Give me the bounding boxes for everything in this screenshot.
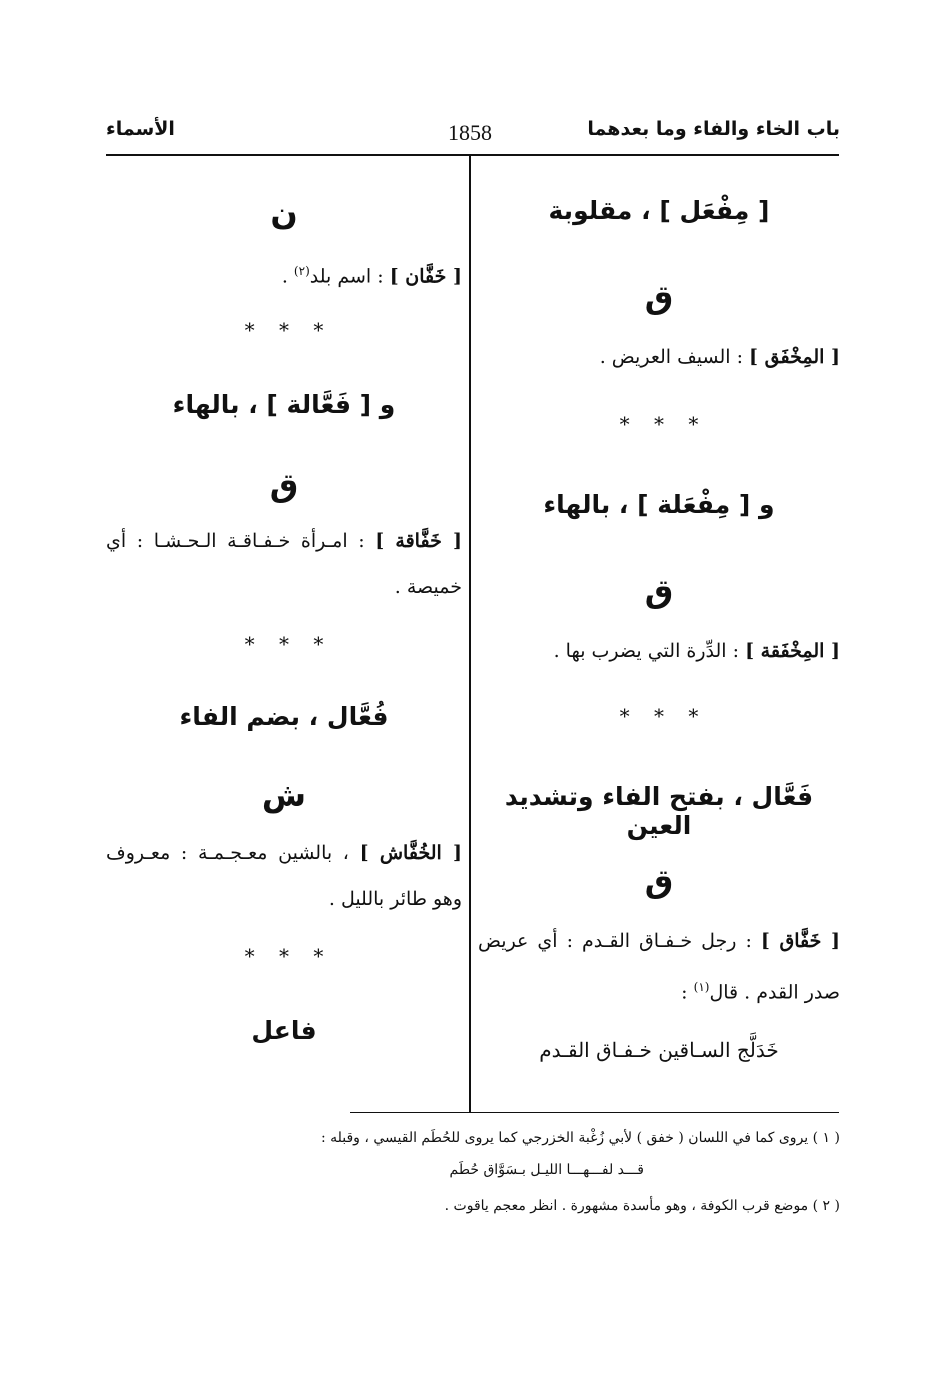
column-divider — [469, 156, 471, 1112]
pattern-heading: [ مِفْعَل ] ، مقلوبة — [548, 196, 770, 225]
letter-heading: ش — [261, 776, 307, 814]
headword: [ خَفَّان ] — [389, 265, 462, 288]
left-column — [106, 156, 462, 1106]
pattern-heading: فاعل — [251, 1016, 317, 1045]
definition: : اسم بلد — [309, 265, 384, 288]
dictionary-entry — [478, 918, 840, 1015]
letter-heading: ق — [644, 862, 674, 900]
section-separator: * * * — [619, 412, 699, 436]
dictionary-entry — [106, 518, 462, 610]
dictionary-entry — [106, 248, 462, 299]
pattern-heading: فُعَّال ، بضم الفاء — [179, 702, 389, 731]
section-separator: * * * — [244, 632, 324, 656]
dictionary-entry — [478, 334, 840, 380]
headword: [ خَفَّاق ] — [760, 930, 840, 952]
dictionary-entry — [478, 628, 840, 674]
definition-end: : — [681, 981, 688, 1004]
headword: [ خَفَّاقة ] — [375, 530, 462, 552]
footnote-2: ( ٢ ) موضع قرب الكوفة ، وهو مأسدة مشهورة . انظر معجم ياقوت . — [444, 1198, 840, 1214]
pattern-heading: و [ مِفْعَلة ] ، بالهاء — [543, 490, 775, 519]
definition: ، بالشين معـجـمـة : معـروف وهو طائر بالليل . — [106, 842, 462, 910]
poetry-verse: خَدَلَّج السـاقين خـفـاق القـدم — [539, 1038, 779, 1062]
definition: : رجل خـفـاق القـدم : أي عريض صدر القدم . قال — [478, 930, 840, 1004]
definition: : امـرأة خـفـاقـة الـحـشـا : أي خميصة . — [106, 530, 462, 598]
running-head-chapter: باب الخاء والفاء وما بعدهما — [587, 118, 840, 140]
pattern-heading: و [ فَعَّالة ] ، بالهاء — [172, 390, 396, 419]
section-separator: * * * — [244, 944, 324, 968]
headword: [ المِخْفَقة ] — [745, 640, 840, 662]
pattern-heading: فَعَّال ، بفتح الفاء وتشديد العين — [504, 782, 814, 840]
letter-heading: ق — [269, 466, 299, 504]
footnote-ref[interactable]: (٢) — [293, 264, 310, 278]
definition-end: . — [281, 265, 288, 288]
right-column — [478, 156, 840, 1106]
footnote-rule — [350, 1112, 839, 1113]
headword: [ المِخْفَق ] — [749, 346, 840, 368]
dictionary-entry — [106, 830, 462, 922]
definition: : الدِّرة التي يضرب بها . — [553, 640, 740, 662]
headword: [ الخُفَّاش ] — [359, 842, 463, 864]
letter-heading: ن — [270, 194, 298, 232]
letter-heading: ق — [644, 572, 674, 610]
page-number: 1858 — [448, 120, 492, 145]
section-separator: * * * — [244, 318, 324, 342]
footnote-ref[interactable]: (١) — [693, 980, 710, 994]
letter-heading: ق — [644, 278, 674, 316]
section-separator: * * * — [619, 704, 699, 728]
definition: : السيف العريض . — [599, 346, 743, 368]
running-head-section: الأسماء — [106, 118, 175, 140]
footnote-1: ( ١ ) يروى كما في اللسان ( خفق ) لأبي زُغْبة الخزرجي كما يروى للحُطَم القيسي ، وقبله : — [320, 1130, 840, 1146]
footnote-1-verse: قـــد لفـــهـــا الليـل بـسَوَّاق حُطَم — [449, 1162, 644, 1178]
